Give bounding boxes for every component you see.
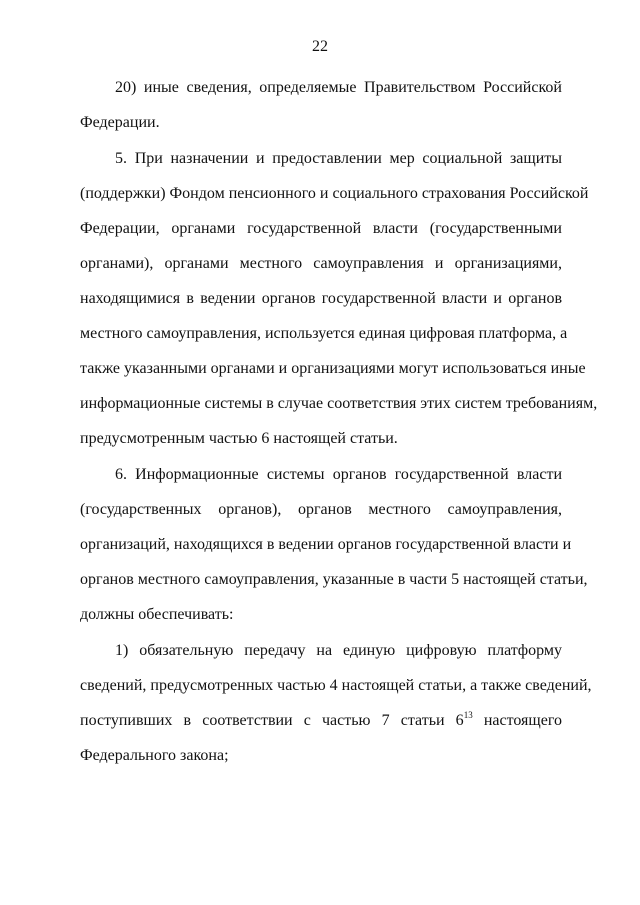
text-line: 1) обязательную передачу на единую цифровую платформу [115, 642, 562, 659]
text-line: информационные системы в случае соответствия этих систем требованиям, [80, 395, 598, 412]
text-line: (поддержки) Фондом пенсионного и социального страхования Российской [80, 185, 589, 202]
text-fragment: поступивших в соответствии с частью 7 статьи 6 [80, 712, 464, 729]
text-line: 5. При назначении и предоставлении мер социальной защиты [115, 150, 562, 167]
text-line: организаций, находящихся в ведении органов государственной власти и [80, 536, 572, 553]
text-line: местного самоуправления, используется единая цифровая платформа, а [80, 325, 568, 342]
text-line: сведений, предусмотренных частью 4 настоящей статьи, а также сведений, [80, 677, 592, 694]
superscript: 13 [463, 710, 473, 720]
text-fragment: настоящего [472, 712, 563, 729]
text-line: (государственных органов), органов местного самоуправления, [80, 501, 562, 518]
text-line: Федерального закона; [80, 747, 229, 764]
text-line: предусмотренным частью 6 настоящей статьи. [80, 430, 398, 447]
text-line: органов местного самоуправления, указанные в части 5 настоящей статьи, [80, 571, 588, 588]
page-number: 22 [312, 38, 328, 55]
text-line: находящимися в ведении органов государственной власти и органов [80, 290, 562, 307]
text-line-with-superscript [80, 711, 562, 731]
text-line: 20) иные сведения, определяемые Правительством Российской [115, 79, 562, 96]
text-line: Федерации. [80, 114, 160, 131]
text-line: также указанными органами и организациями могут использоваться иные [80, 360, 586, 377]
text-line: должны обеспечивать: [80, 606, 234, 623]
text-line: 6. Информационные системы органов государственной власти [115, 466, 562, 483]
text-line: органами), органами местного самоуправления и организациями, [80, 255, 562, 272]
text-line: Федерации, органами государственной власти (государственными [80, 220, 562, 237]
